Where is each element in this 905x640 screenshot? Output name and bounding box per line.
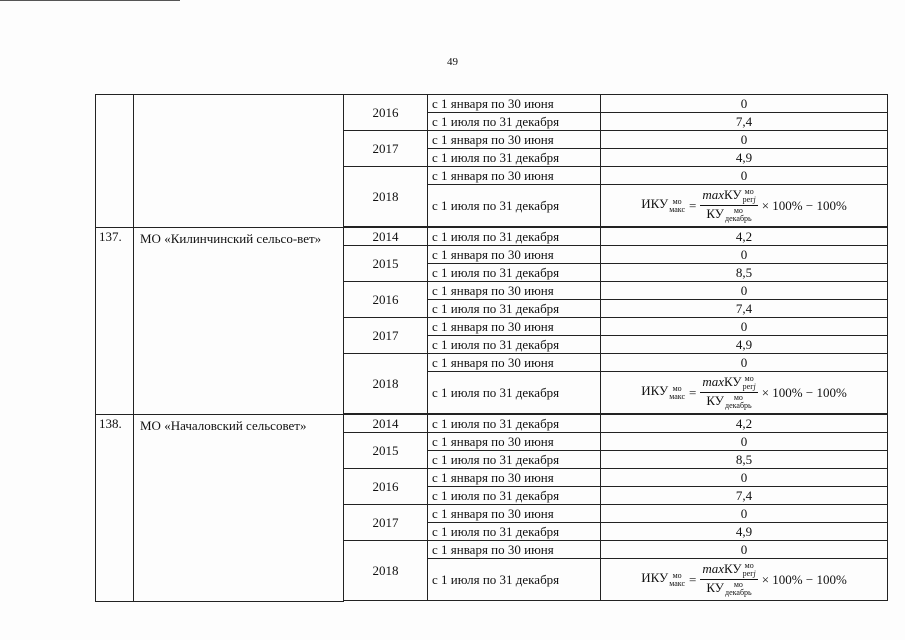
entity-number: 137. bbox=[96, 228, 134, 415]
formula-cell bbox=[601, 559, 888, 601]
period-cell: с 1 июля по 31 декабря bbox=[428, 487, 601, 505]
value-cell: 0 bbox=[601, 131, 888, 149]
period-cell: с 1 января по 30 июня bbox=[428, 541, 601, 559]
table-row bbox=[96, 228, 888, 246]
value-cell: 4,9 bbox=[601, 523, 888, 541]
period-cell: с 1 января по 30 июня bbox=[428, 469, 601, 487]
period-cell: с 1 января по 30 июня bbox=[428, 354, 601, 372]
formula-tail: × 100% − 100% bbox=[761, 198, 847, 213]
period-cell: с 1 января по 30 июня bbox=[428, 131, 601, 149]
period-cell: с 1 января по 30 июня bbox=[428, 433, 601, 451]
value-cell: 4,2 bbox=[601, 415, 888, 433]
year-cell: 2018 bbox=[344, 354, 428, 414]
period-cell: с 1 июля по 31 декабря bbox=[428, 264, 601, 282]
value-cell: 0 bbox=[601, 246, 888, 264]
formula-denominator: КУ мо декабрь bbox=[706, 580, 752, 598]
year-cell: 2017 bbox=[344, 505, 428, 541]
period-cell: с 1 июля по 31 декабря bbox=[428, 336, 601, 354]
formula-cell bbox=[601, 185, 888, 227]
value-cell: 0 bbox=[601, 505, 888, 523]
value-cell: 7,4 bbox=[601, 300, 888, 318]
value-cell: 0 bbox=[601, 318, 888, 336]
header-rule bbox=[0, 0, 180, 1]
year-cell: 2016 bbox=[344, 469, 428, 505]
period-cell: с 1 января по 30 июня bbox=[428, 282, 601, 300]
formula-tail: × 100% − 100% bbox=[761, 572, 847, 587]
value-cell: 0 bbox=[601, 469, 888, 487]
formula-denominator: КУ мо декабрь bbox=[706, 393, 752, 411]
value-cell: 4,9 bbox=[601, 149, 888, 167]
formula-tail: × 100% − 100% bbox=[761, 385, 847, 400]
formula-denominator: КУ мо декабрь bbox=[706, 206, 752, 224]
value-cell: 8,5 bbox=[601, 264, 888, 282]
value-cell: 0 bbox=[601, 541, 888, 559]
value-cell: 0 bbox=[601, 95, 888, 113]
period-cell: с 1 июля по 31 декабря bbox=[428, 185, 601, 227]
year-cell: 2016 bbox=[344, 282, 428, 318]
year-cell: 2018 bbox=[344, 541, 428, 601]
formula bbox=[641, 375, 847, 410]
value-cell: 4,9 bbox=[601, 336, 888, 354]
formula-equals: = bbox=[689, 198, 697, 213]
year-cell: 2015 bbox=[344, 246, 428, 282]
period-cell: с 1 января по 30 июня bbox=[428, 246, 601, 264]
period-cell: с 1 июля по 31 декабря bbox=[428, 149, 601, 167]
entity-number: 138. bbox=[96, 415, 134, 602]
year-cell: 2016 bbox=[344, 95, 428, 131]
year-cell: 2018 bbox=[344, 167, 428, 227]
page-number: 49 bbox=[447, 56, 458, 68]
formula-cell bbox=[601, 372, 888, 414]
period-cell: с 1 июля по 31 декабря bbox=[428, 228, 601, 246]
formula-lhs: ИКУ мо макс bbox=[641, 196, 685, 214]
formula-numerator: maxКУ мо регj bbox=[702, 560, 756, 578]
value-cell: 0 bbox=[601, 282, 888, 300]
value-cell: 7,4 bbox=[601, 487, 888, 505]
period-cell: с 1 июля по 31 декабря bbox=[428, 300, 601, 318]
period-cell: с 1 июля по 31 декабря bbox=[428, 113, 601, 131]
formula-equals: = bbox=[689, 572, 697, 587]
period-cell: с 1 июля по 31 декабря bbox=[428, 415, 601, 433]
value-cell: 0 bbox=[601, 354, 888, 372]
value-cell: 8,5 bbox=[601, 451, 888, 469]
entity-name: МО «Килинчинский сельсо-вет» bbox=[134, 228, 344, 415]
period-cell: с 1 января по 30 июня bbox=[428, 318, 601, 336]
year-cell: 2014 bbox=[344, 228, 428, 246]
period-cell: с 1 января по 30 июня bbox=[428, 505, 601, 523]
value-cell: 7,4 bbox=[601, 113, 888, 131]
period-cell: с 1 июля по 31 декабря bbox=[428, 559, 601, 601]
value-cell: 0 bbox=[601, 433, 888, 451]
formula-lhs: ИКУ мо макс bbox=[641, 570, 685, 588]
value-cell: 4,2 bbox=[601, 228, 888, 246]
formula-lhs: ИКУ мо макс bbox=[641, 383, 685, 401]
year-cell: 2015 bbox=[344, 433, 428, 469]
formula-fraction bbox=[700, 375, 757, 410]
value-cell: 0 bbox=[601, 167, 888, 185]
year-cell: 2014 bbox=[344, 415, 428, 433]
formula bbox=[641, 562, 847, 597]
formula-equals: = bbox=[689, 385, 697, 400]
formula-numerator: maxКУ мо регj bbox=[702, 186, 756, 204]
entity-name-cell bbox=[134, 95, 344, 228]
formula bbox=[641, 188, 847, 223]
period-cell: с 1 января по 30 июня bbox=[428, 95, 601, 113]
formula-fraction bbox=[700, 562, 757, 597]
table-row bbox=[96, 95, 888, 113]
period-cell: с 1 июля по 31 декабря bbox=[428, 372, 601, 414]
period-cell: с 1 июля по 31 декабря bbox=[428, 523, 601, 541]
table-row bbox=[96, 415, 888, 433]
tariff-table bbox=[95, 94, 888, 602]
year-cell: 2017 bbox=[344, 318, 428, 354]
period-cell: с 1 июля по 31 декабря bbox=[428, 451, 601, 469]
formula-numerator: maxКУ мо регj bbox=[702, 373, 756, 391]
entity-name: МО «Началовский сельсовет» bbox=[134, 415, 344, 602]
period-cell: с 1 января по 30 июня bbox=[428, 167, 601, 185]
formula-fraction bbox=[700, 188, 757, 223]
entity-number-cell bbox=[96, 95, 134, 228]
year-cell: 2017 bbox=[344, 131, 428, 167]
